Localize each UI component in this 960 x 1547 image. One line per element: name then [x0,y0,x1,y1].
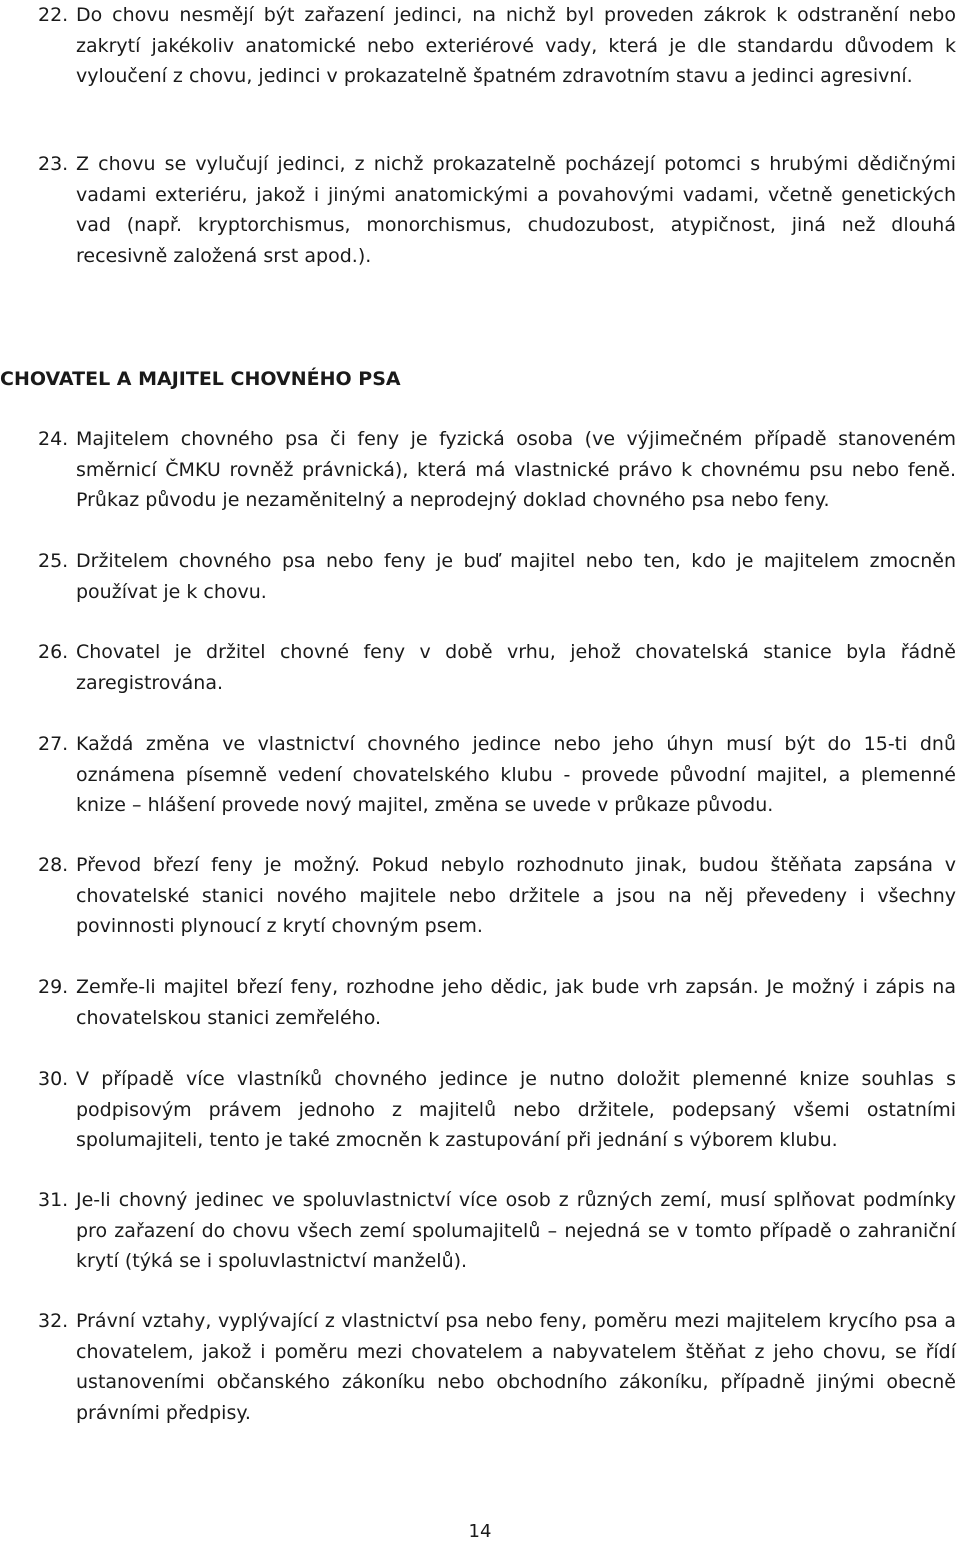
paragraph-text: Každá změna ve vlastnictví chovného jedince nebo jeho úhyn musí být do 15-ti dnů oznámena písemně vedení chovatelského klubu - provede původní majitel, a plemenné knize – hlášení provede nový majitel, změna se uvede v průkaze původu. [76,733,956,816]
paragraph-number: 28. [38,854,69,876]
paragraph-text: Převod březí feny je možný. Pokud nebylo rozhodnuto jinak, budou štěňata zapsána v chovatelské stanici nového majitele nebo držitele a jsou na něj převedeny i všechny povinnosti plynoucí z krytí chovným psem. [76,854,956,937]
paragraph-text: Chovatel je držitel chovné feny v době vrhu, jehož chovatelská stanice byla řádně zaregistrována. [76,641,956,694]
paragraph-28 [38,850,956,942]
page-number: 14 [468,1521,492,1542]
paragraph-text: V případě více vlastníků chovného jedince je nutno doložit plemenné knize souhlas s podpisovým právem jednoho z majitelů nebo držitele, podepsaný všemi ostatními spolumajiteli, tento je také zmocněn k zastupování při jednání s výborem klubu. [76,1068,956,1151]
paragraph-text: Právní vztahy, vyplývající z vlastnictví psa nebo feny, poměru mezi majitelem krycího psa a chovatelem, jakož i poměru mezi chovatelem a nabyvatelem štěňat z jeho chovu, se řídí ustanoveními občanského zákoníku nebo obchodního zákoníku, případně jinými obecně právními předpisy. [76,1310,956,1424]
paragraph-number: 25. [38,550,69,572]
paragraph-30 [38,1064,956,1156]
paragraph-number: 32. [38,1310,69,1332]
paragraph-text: Do chovu nesmějí být zařazení jedinci, na nichž byl proveden zákrok k odstranění nebo zakrytí jakékoliv anatomické nebo exteriérové vady, která je dle standardu důvodem k vyloučení z chovu, jedinci v prokazatelně špatném zdravotním stavu a jedinci agresivní. [76,4,956,87]
paragraph-number: 30. [38,1068,69,1090]
paragraph-number: 29. [38,976,69,998]
paragraph-32 [38,1306,956,1428]
paragraph-25 [38,546,956,607]
paragraph-26 [38,637,956,698]
paragraph-text: Z chovu se vylučují jedinci, z nichž prokazatelně pocházejí potomci s hrubými dědičnými vadami exteriéru, jakož i jinými anatomickými a povahovými vadami, včetně genetických vad (např. kryptorchismus, monorchismus, chudozubost, atypičnost, jiná než dlouhá recesivně založená srst apod.). [76,153,956,267]
paragraph-number: 24. [38,428,69,450]
paragraph-number: 31. [38,1189,69,1211]
paragraph-23 [38,149,956,271]
paragraph-number: 26. [38,641,69,663]
paragraph-27 [38,729,956,821]
paragraph-24 [38,424,956,516]
paragraph-text: Majitelem chovného psa či feny je fyzická osoba (ve výjimečném případě stanoveném směrnicí ČMKU rovněž právnická), která má vlastnické právo k chovnému psu nebo feně. Průkaz původu je nezaměnitelný a neprodejný doklad chovného psa nebo feny. [76,428,956,511]
section-heading: CHOVATEL A MAJITEL CHOVNÉHO PSA [0,368,401,390]
paragraph-number: 22. [38,4,69,26]
paragraph-31 [38,1185,956,1277]
paragraph-number: 23. [38,153,69,175]
paragraph-text: Zemře-li majitel březí feny, rozhodne jeho dědic, jak bude vrh zapsán. Je možný i zápis na chovatelskou stanici zemřelého. [76,976,956,1029]
paragraph-number: 27. [38,733,69,755]
paragraph-22 [38,0,956,92]
paragraph-29 [38,972,956,1033]
paragraph-text: Držitelem chovného psa nebo feny je buď majitel nebo ten, kdo je majitelem zmocněn používat je k chovu. [76,550,956,603]
paragraph-text: Je-li chovný jedinec ve spoluvlastnictví více osob z různých zemí, musí splňovat podmínky pro zařazení do chovu všech zemí spolumajitelů – nejedná se v tomto případě o zahraniční krytí (týká se i spoluvlastnictví manželů). [76,1189,956,1272]
